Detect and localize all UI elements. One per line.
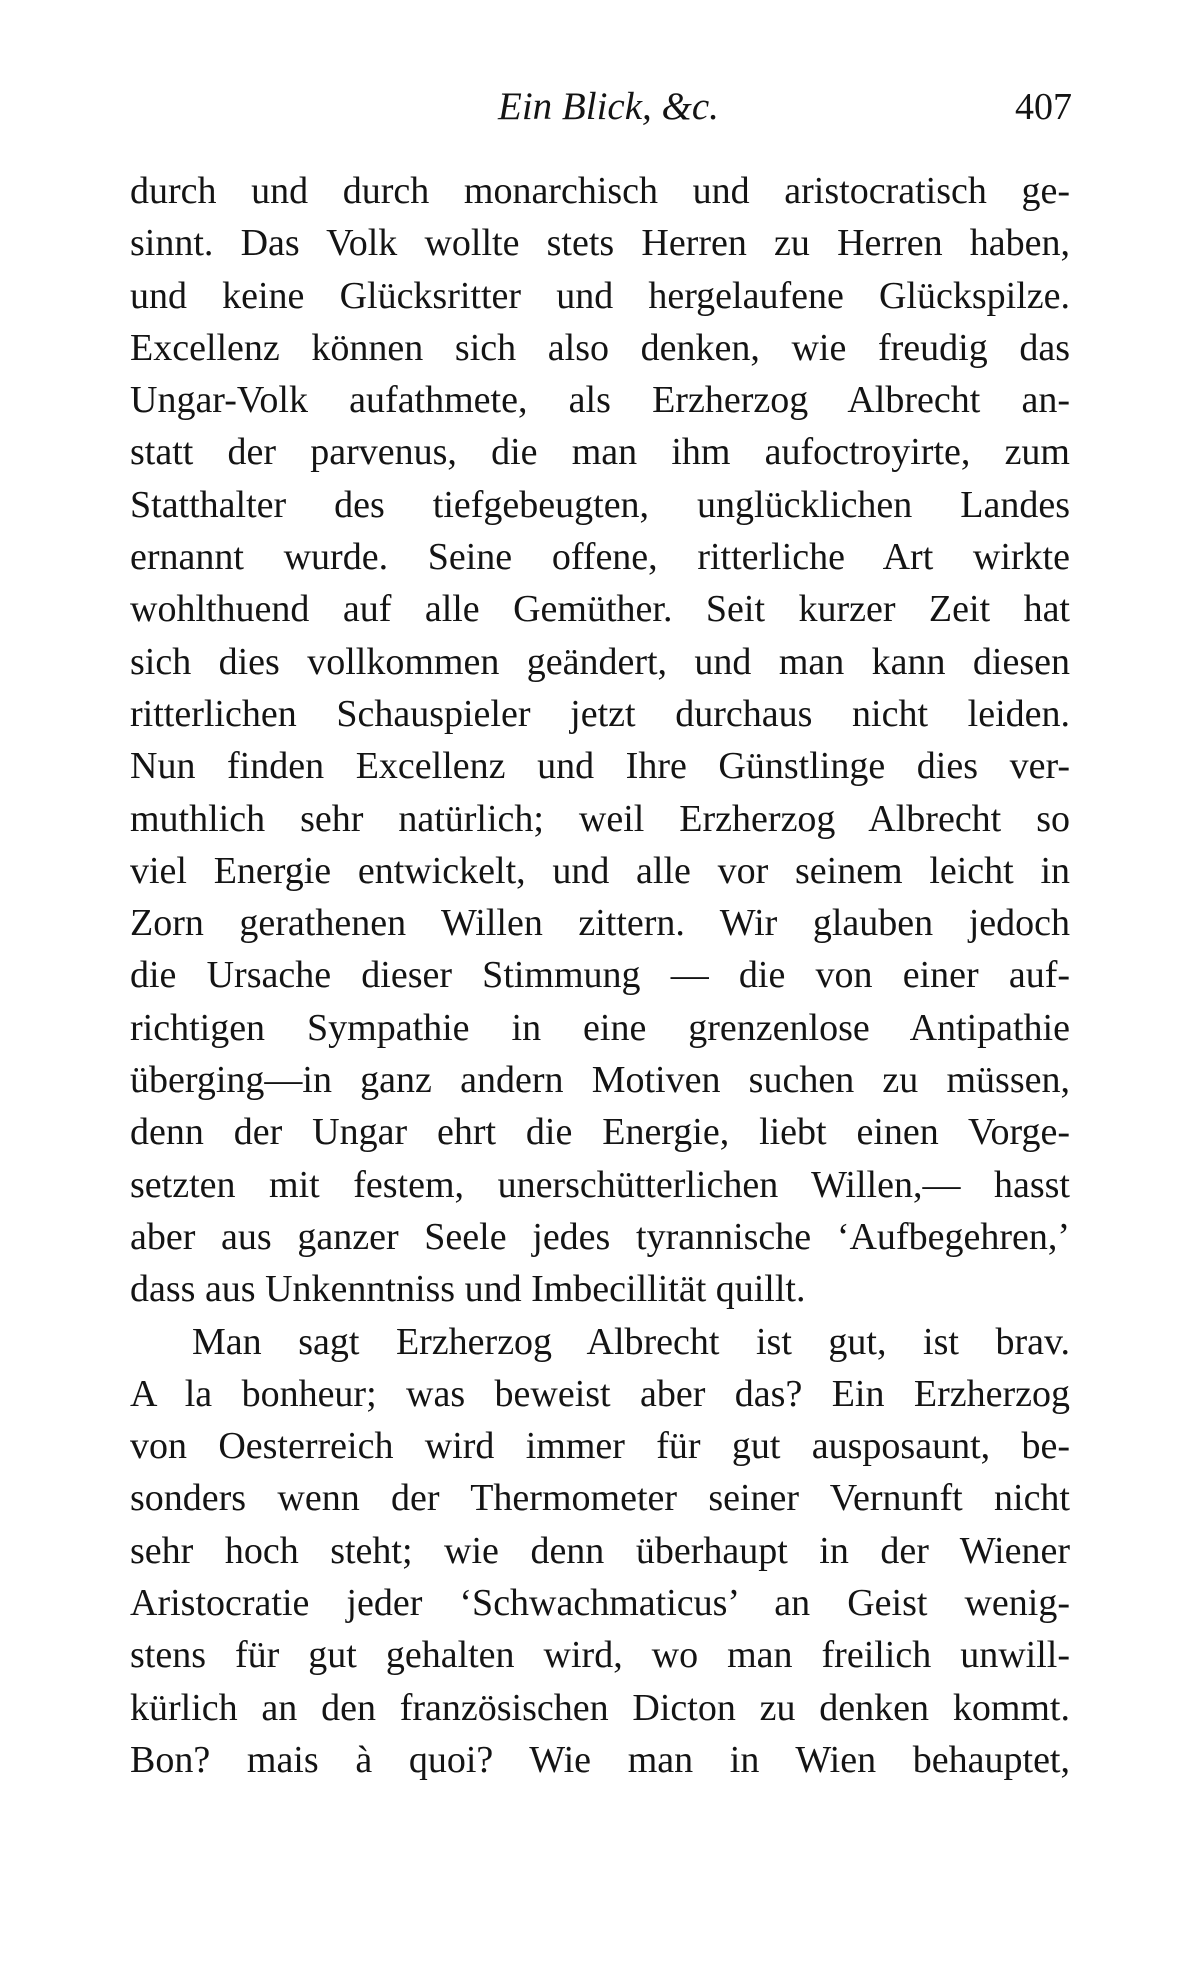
text-line-24: A la bonheur; was beweist aber das? Ein Erzherzog [130, 1372, 1070, 1415]
text-line-18: überging—in ganz andern Motiven suchen zu müssen, [130, 1059, 1070, 1102]
text-line-3: und keine Glücksritter und hergelaufene Glückspilze. [130, 274, 1070, 317]
text-line-22: dass aus Unkenntniss und Imbecillität quillt. [130, 1268, 806, 1311]
text-line-17: richtigen Sympathie in eine grenzenlose Antipathie [130, 1006, 1070, 1049]
text-line-13: muthlich sehr natürlich; weil Erzherzog Albrecht so [130, 797, 1070, 840]
text-line-31: Bon? mais à quoi? Wie man in Wien behauptet, [130, 1738, 1070, 1781]
running-head [0, 82, 1180, 132]
running-title: Ein Blick, &c. [498, 85, 719, 128]
text-line-11: ritterlichen Schauspieler jetzt durchaus nicht leiden. [130, 692, 1070, 735]
text-line-27: sehr hoch steht; wie denn überhaupt in der Wiener [130, 1529, 1070, 1572]
text-line-26: sonders wenn der Thermometer seiner Vernunft nicht [130, 1477, 1070, 1520]
text-line-1: durch und durch monarchisch und aristocratisch ge- [130, 170, 1070, 212]
text-line-20: setzten mit festem, unerschütterlichen Willen,— hasst [130, 1163, 1070, 1206]
text-line-29: stens für gut gehalten wird, wo man freilich unwill- [130, 1634, 1070, 1677]
text-line-19: denn der Ungar ehrt die Energie, liebt einen Vorge- [130, 1111, 1070, 1154]
body-text [130, 165, 1070, 1786]
text-line-2: sinnt. Das Volk wollte stets Herren zu Herren haben, [130, 222, 1070, 265]
text-line-15: Zorn gerathenen Willen zittern. Wir glauben jedoch [130, 902, 1070, 945]
text-line-7: Statthalter des tiefgebeugten, unglücklichen Landes [130, 483, 1070, 526]
text-line-4: Excellenz können sich also denken, wie freudig das [130, 326, 1070, 369]
text-line-5: Ungar-Volk aufathmete, als Erzherzog Albrecht an- [130, 379, 1070, 422]
text-line-6: statt der parvenus, die man ihm aufoctroyirte, zum [130, 431, 1070, 474]
text-line-16: die Ursache dieser Stimmung — die von einer auf- [130, 954, 1070, 997]
text-line-9: wohlthuend auf alle Gemüther. Seit kurzer Zeit hat [130, 588, 1070, 631]
text-line-30: kürlich an den französischen Dicton zu denken kommt. [130, 1686, 1070, 1729]
text-line-10: sich dies vollkommen geändert, und man kann diesen [130, 640, 1070, 683]
text-line-8: ernannt wurde. Seine offene, ritterliche Art wirkte [130, 536, 1070, 579]
text-line-12: Nun finden Excellenz und Ihre Günstlinge dies ver- [130, 745, 1070, 788]
text-line-14: viel Energie entwickelt, und alle vor seinem leicht in [130, 849, 1070, 892]
text-line-25: von Oesterreich wird immer für gut ausposaunt, be- [130, 1425, 1070, 1468]
text-line-21: aber aus ganzer Seele jedes tyrannische ‘Aufbegehren,’ [130, 1215, 1070, 1258]
text-line-28: Aristocratie jeder ‘Schwachmaticus’ an Geist wenig- [130, 1582, 1070, 1625]
page-number: 407 [1015, 86, 1072, 128]
text-line-23: Man sagt Erzherzog Albrecht ist gut, ist brav. [192, 1320, 1070, 1363]
